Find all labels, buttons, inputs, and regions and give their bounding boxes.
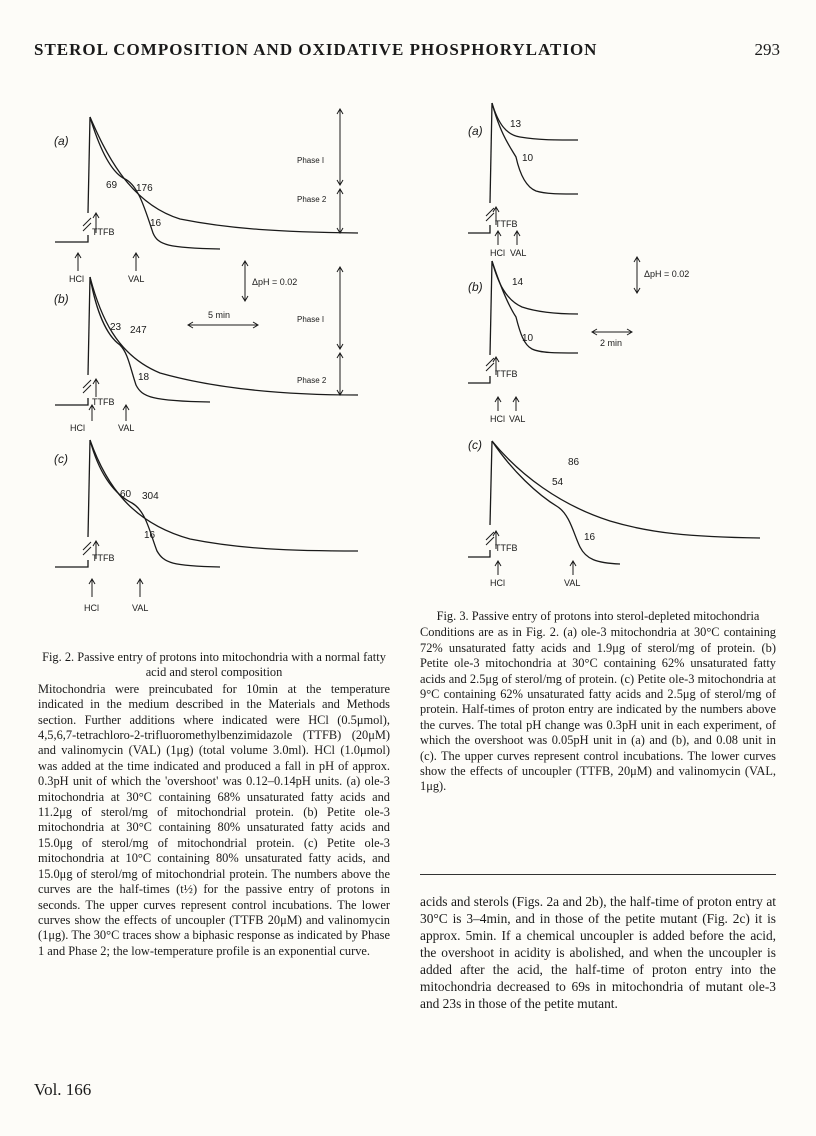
- fig2a-phase2: Phase 2: [297, 195, 327, 204]
- fig2b-val: VAL: [118, 423, 135, 433]
- fig3b-upper-curve: [492, 261, 578, 314]
- fig3c-break: [486, 532, 494, 545]
- fig3-caption: [420, 609, 776, 795]
- fig3b-ttfb: TTFB: [495, 369, 518, 379]
- volume-footer: Vol. 166: [34, 1080, 92, 1099]
- fig2-panel-b-traces: [55, 277, 358, 405]
- fig3-scale-ph: ΔpH = 0.02: [644, 269, 690, 279]
- fig2a-halftime-lower-late: 16: [150, 218, 162, 229]
- fig3b-rise: [490, 261, 492, 355]
- fig2c-label: (c): [54, 452, 68, 466]
- fig3b-hcl: HCl: [490, 414, 505, 424]
- fig3-scale-time: 2 min: [600, 338, 623, 348]
- fig2a-upper-curve: [90, 117, 358, 233]
- fig2-panel-c-traces: [55, 440, 358, 567]
- fig3a-ttfb: TTFB: [495, 219, 518, 229]
- fig2b-lower-curve: [90, 277, 210, 402]
- fig3-panel-a-traces: [468, 103, 578, 233]
- page-number: 293: [754, 40, 780, 59]
- fig2c-ttfb: TTFB: [92, 553, 115, 563]
- fig3c-ttfb: TTFB: [495, 543, 518, 553]
- fig3c-halftime-lower-early: 54: [552, 477, 564, 488]
- fig2a-baseline: [55, 235, 88, 242]
- fig2a-halftime-upper: 176: [136, 183, 153, 194]
- fig2b-phase2: Phase 2: [297, 376, 327, 385]
- fig2b-halftime-lower-late: 18: [138, 372, 150, 383]
- fig2-phase-arrows: [188, 109, 343, 395]
- fig2c-hcl: HCl: [84, 603, 99, 613]
- fig3-caption-body: Conditions are as in Fig. 2. (a) ole-3 mitochondria at 30°C containing 72% unsaturated fatty acids and 1.9μg of sterol/mg of protein. (b) Petite ole-3 mitochondria at 30°C containing 62% unsaturated fatty acids and 2.5μg of sterol/mg of protein. (c) Petite ole-3 mitochondria at 9°C containing 62% unsaturated fatty acids and 2.5μg of sterol/mg of protein. Half-times of proton entry are indicated by the numbers above the curves. The total pH change was 0.3pH unit in each experiment, of which the overshoot was 0.05pH unit in (a) and (b), and 0.08 unit in (c). The upper curves represent control incubations. The lower curves show the effects of uncoupler (TTFB, 20μM) and valinomycin (VAL, 1μg).: [420, 625, 776, 794]
- fig2c-halftime-lower-late: 16: [144, 530, 156, 541]
- fig2a-phase1: Phase I: [297, 156, 325, 165]
- fig2b-phase1: Phase I: [297, 315, 325, 324]
- fig2-caption-title: Fig. 2. Passive entry of protons into mitochondria with a normal fatty acid and sterol composition: [42, 650, 386, 680]
- fig2c-lower-curve: [90, 440, 220, 567]
- fig2b-break: [83, 380, 91, 393]
- body-paragraph: acids and sterols (Figs. 2a and 2b), the half-time of proton entry at 30°C is 3–4min, and in those of the petite mutant (Fig. 2c) it is approx. 5min. If a chemical uncoupler is added before the acid, the overshoot in acidity is abolished, and when the uncoupler is added after the acid, the half-time of proton entry into the mitochondria decreased to 69s in mitochondria of mutant ole-3 and 23s in those of the petite mutant.: [420, 894, 776, 1011]
- fig3c-halftime-lower-late: 16: [584, 532, 596, 543]
- fig2a-val: VAL: [128, 274, 145, 284]
- section-rule: [420, 874, 776, 875]
- figure-2: [40, 85, 390, 650]
- fig2-scale-time: 5 min: [208, 310, 231, 320]
- fig3b-baseline: [468, 376, 490, 383]
- fig3a-baseline: [468, 225, 490, 233]
- fig2a-ttfb: TTFB: [92, 227, 115, 237]
- fig3c-halftime-upper: 86: [568, 457, 580, 468]
- fig3c-label: (c): [468, 438, 482, 452]
- fig2a-label: (a): [54, 134, 69, 148]
- fig2b-halftime-upper: 247: [130, 325, 147, 336]
- fig2c-baseline: [55, 560, 88, 567]
- fig3c-baseline: [468, 550, 490, 557]
- fig3a-val: VAL: [510, 248, 527, 258]
- running-title: STEROL COMPOSITION AND OXIDATIVE PHOSPHORYLATION: [34, 40, 598, 59]
- fig3a-halftime-lower: 10: [522, 153, 534, 164]
- fig3a-break: [486, 208, 494, 221]
- fig2-scale-ph: ΔpH = 0.02: [252, 277, 298, 287]
- fig2a-rise: [88, 117, 90, 213]
- fig3a-lower-curve: [492, 103, 578, 194]
- fig3b-halftime-lower: 10: [522, 333, 534, 344]
- fig3a-label: (a): [468, 124, 483, 138]
- fig3a-rise: [490, 103, 492, 203]
- fig3c-hcl: HCl: [490, 578, 505, 588]
- fig3a-upper-curve: [492, 103, 578, 140]
- fig2a-halftime-lower-early: 69: [106, 180, 118, 191]
- fig2c-break: [83, 542, 91, 555]
- fig3-caption-title: Fig. 3. Passive entry of protons into sterol-depleted mitochondria: [436, 609, 760, 623]
- fig3b-val: VAL: [509, 414, 526, 424]
- fig2b-ttfb: TTFB: [92, 397, 115, 407]
- fig2a-break: [83, 218, 91, 231]
- running-header: [34, 40, 780, 70]
- fig3b-break: [486, 358, 494, 371]
- fig2c-halftime-upper: 304: [142, 491, 159, 502]
- figure-3: [440, 85, 770, 595]
- fig2b-hcl: HCl: [70, 423, 85, 433]
- fig2-caption-body: Mitochondria were preincubated for 10min at the temperature indicated in the medium described in the Materials and Methods section. Further additions where indicated were HCl (0.5μmol), 4,5,6,7-tetrachloro-2-trifluoromethylbenzimidazole (TTFB) (20μM) and valinomycin (VAL) (1μg) (total volume 3.0ml). HCl (1.0μmol) was added at the time indicated and produced a fall in pH of approx. 0.3pH unit of which the 'overshoot' was 0.12–0.14pH units. (a) ole-3 mitochondria at 30°C containing 68% unsaturated fatty acids and 11.2μg of sterol/mg of mitochondrial protein. (b) Petite ole-3 mitochondria at 30°C containing 80% unsaturated fatty acids and 15.0μg of sterol/mg of mitochondrial protein. (c) Petite ole-3 mitochondria at 10°C containing 80% unsaturated fatty acids, and 15.0μg of sterol/mg of mitochondrial protein. The numbers above the curves are the half-times (t½) for the passive entry of protons in seconds. The upper curves represent control incubations. The lower curves show the effects of uncoupler (TTFB 20μM) and valinomycin (1μg). The 30°C traces show a biphasic response as indicated by Phase 1 and Phase 2; the low-temperature profile is an exponential curve.: [38, 681, 390, 958]
- fig3c-val: VAL: [564, 578, 581, 588]
- fig3b-lower-curve: [492, 261, 578, 353]
- fig2b-label: (b): [54, 292, 69, 306]
- fig3-arrows: [493, 207, 640, 575]
- fig3c-rise: [490, 441, 492, 525]
- fig3b-halftime-upper: 14: [512, 277, 524, 288]
- fig2-caption: [38, 650, 390, 959]
- fig2b-baseline: [55, 398, 88, 405]
- fig2b-rise: [88, 277, 90, 375]
- fig3c-upper-curve: [492, 441, 760, 538]
- fig2c-halftime-lower-early: 60: [120, 489, 132, 500]
- fig2c-val: VAL: [132, 603, 149, 613]
- fig2a-hcl: HCl: [69, 274, 84, 284]
- fig3a-halftime-upper: 13: [510, 119, 522, 130]
- fig3a-hcl: HCl: [490, 248, 505, 258]
- fig2c-rise: [88, 440, 90, 537]
- fig3b-label: (b): [468, 280, 483, 294]
- fig2b-halftime-lower-early: 23: [110, 322, 122, 333]
